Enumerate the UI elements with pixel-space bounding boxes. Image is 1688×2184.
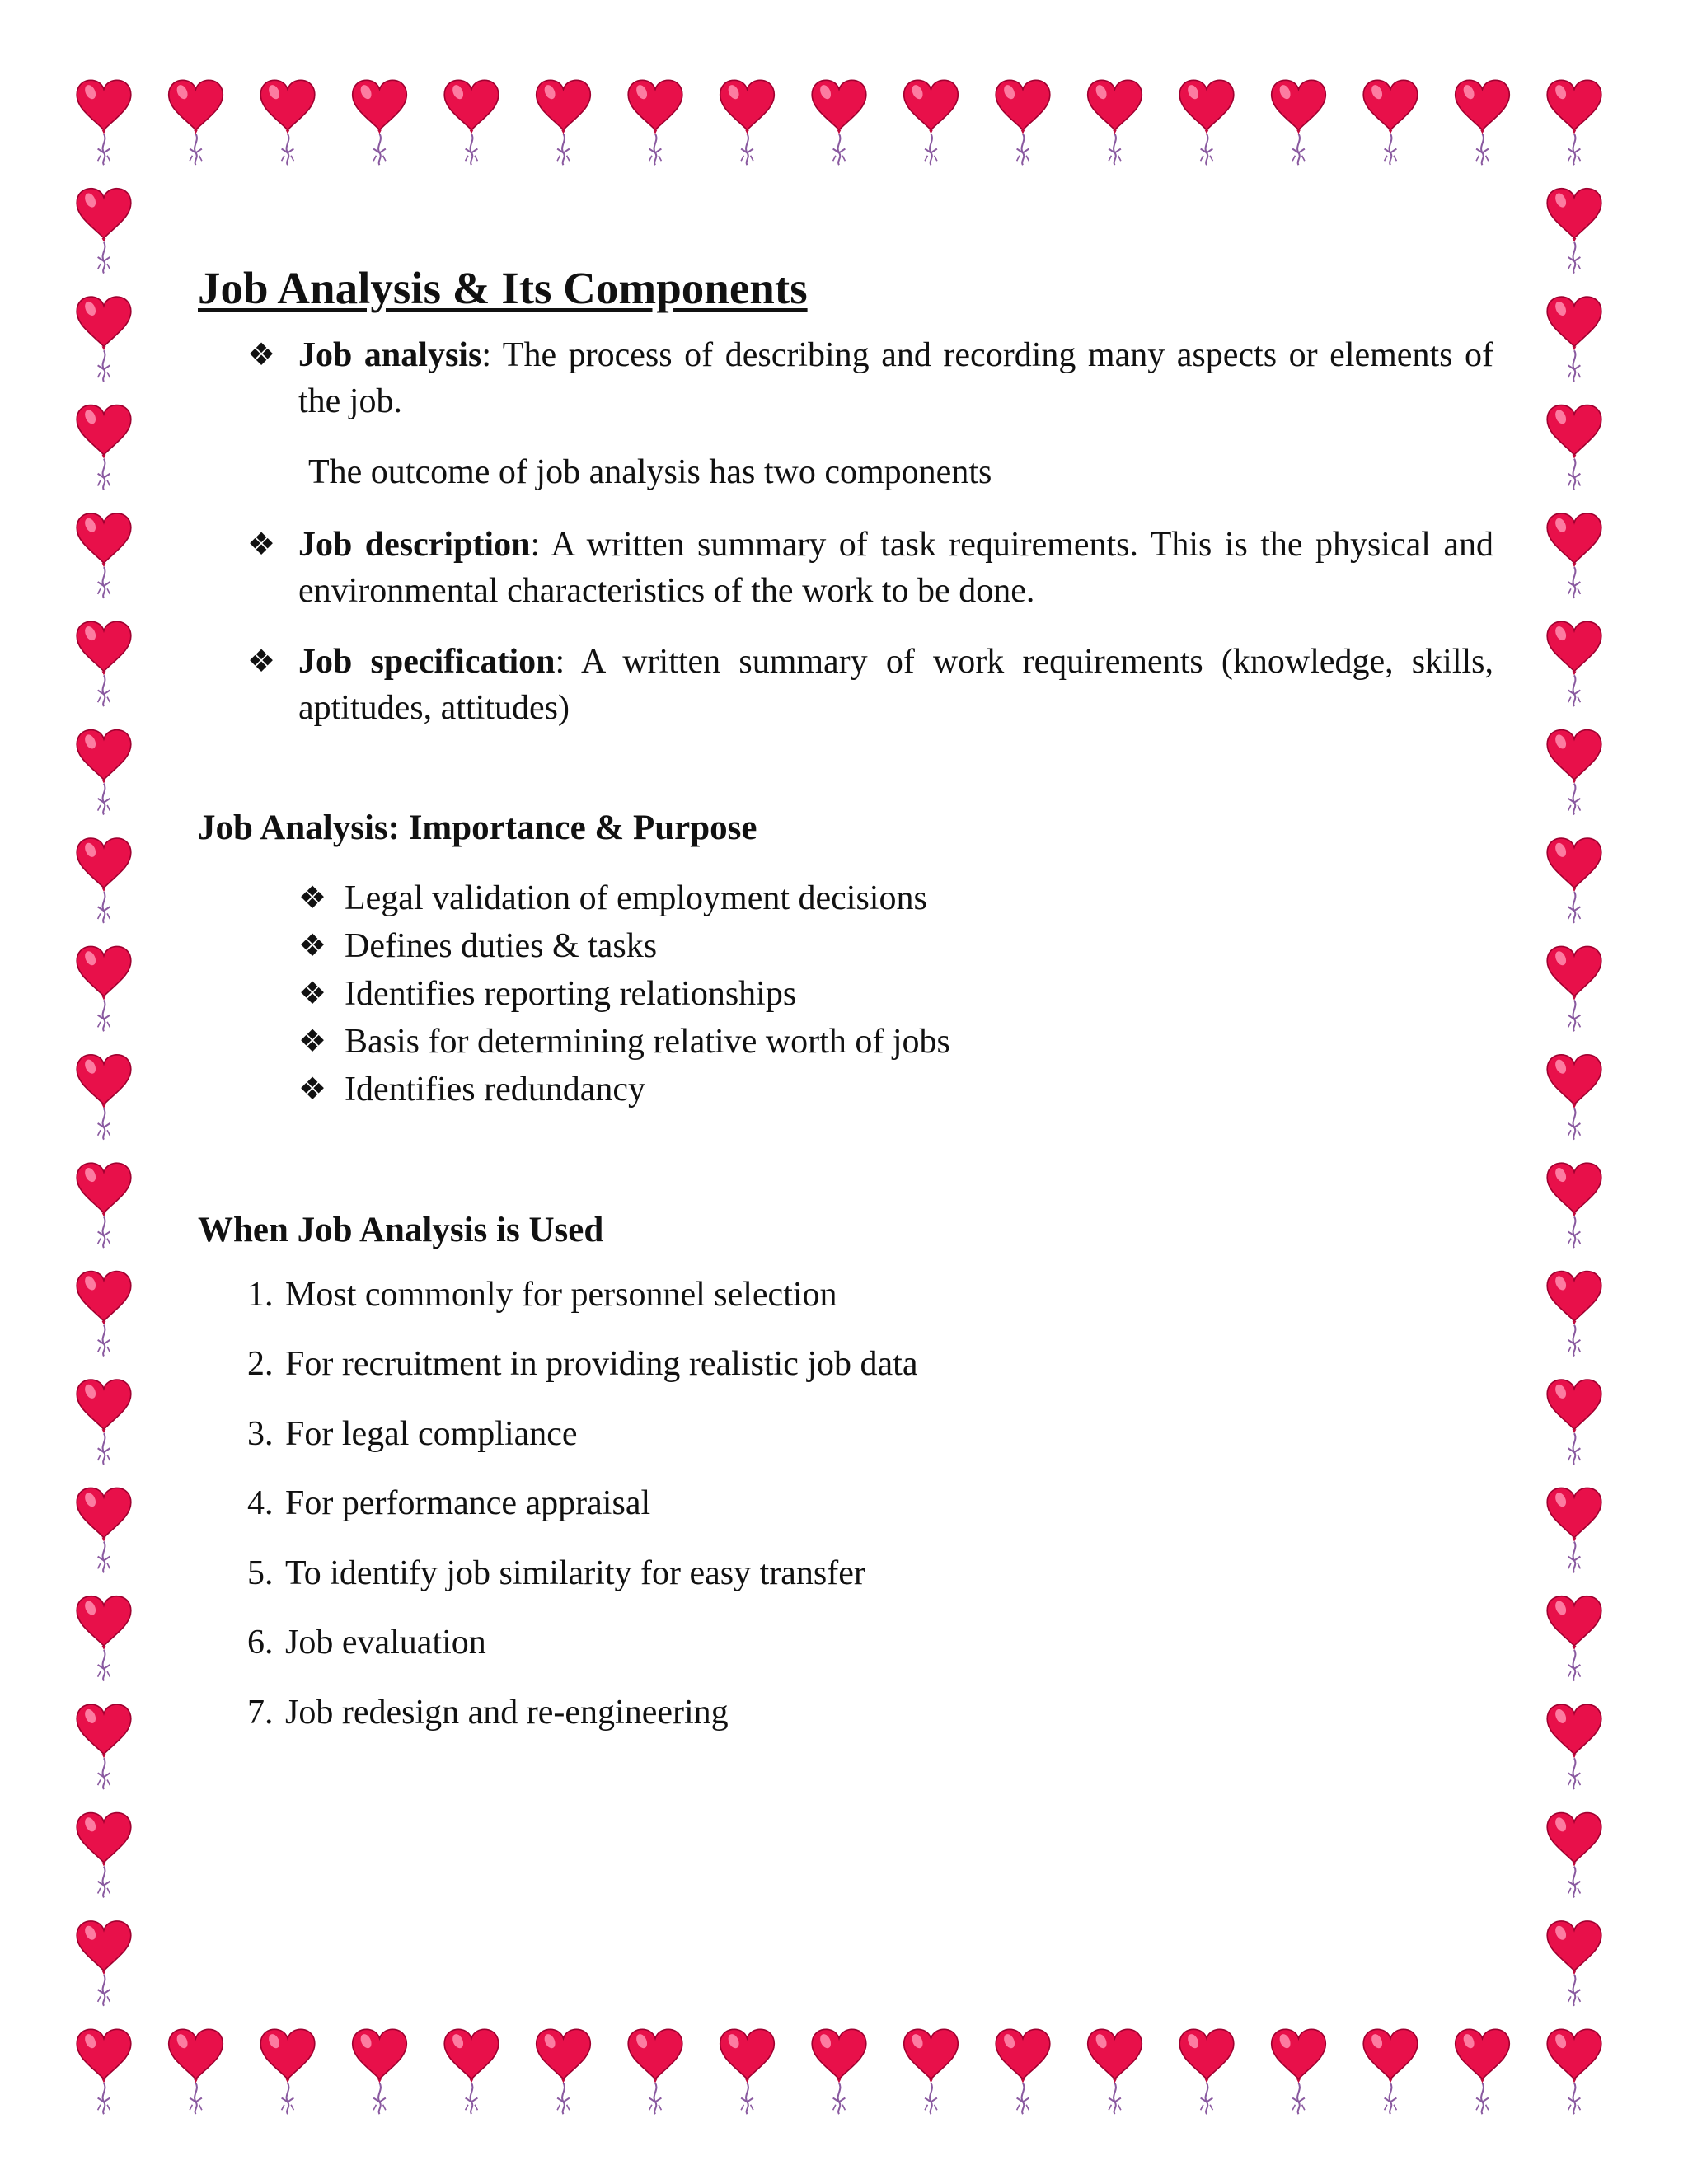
list-item: ❖ Basis for determining relative worth of jobs [298, 1018, 1493, 1066]
page-title: Job Analysis & Its Components [198, 263, 808, 313]
heart-balloon-icon [1547, 513, 1601, 598]
heart-balloon-icon [77, 838, 131, 923]
heart-balloon-icon [996, 2029, 1050, 2114]
heart-balloon-icon [628, 80, 682, 165]
list-item: 3. For legal compliance [247, 1414, 578, 1453]
heart-balloon-icon [77, 1055, 131, 1140]
heart-balloon-icon [720, 2029, 775, 2114]
heart-balloon-icon [537, 2029, 591, 2114]
heart-balloon-icon [77, 946, 131, 1031]
heart-balloon-icon [1363, 2029, 1418, 2114]
heart-balloon-icon [1363, 80, 1418, 165]
heart-balloon-icon [1547, 1921, 1601, 2006]
heart-balloon-icon [77, 1813, 131, 1898]
heart-balloon-icon [1547, 1596, 1601, 1681]
list-item: 7. Job redesign and re-engineering [247, 1693, 729, 1732]
definition-text: A written summary of task requirements. This is the physical and environmental characteristics of the work to be done. [298, 525, 1493, 610]
list-item: ❖ Defines duties & tasks [298, 922, 1493, 970]
definition-text: A written summary of work requirements (knowledge, skills, aptitudes, attitudes) [298, 642, 1494, 727]
heart-balloon-icon [537, 80, 591, 165]
heart-balloon-icon [169, 80, 223, 165]
diamond-bullet-icon: ❖ [298, 976, 327, 1011]
heart-balloon-icon [77, 80, 131, 165]
uses-heading: When Job Analysis is Used [198, 1210, 604, 1249]
heart-balloon-icon [1547, 1272, 1601, 1357]
importance-heading: Job Analysis: Importance & Purpose [198, 808, 757, 847]
heart-balloon-icon [444, 80, 499, 165]
heart-balloon-icon [353, 2029, 407, 2114]
definition-job-analysis: ❖ Job analysis: The process of describing and recording many aspects or elements of the job. [198, 332, 1493, 424]
heart-balloon-icon [260, 2029, 315, 2114]
heart-balloon-icon [77, 1704, 131, 1789]
heart-balloon-icon [1272, 80, 1326, 165]
heart-balloon-icon [1547, 1380, 1601, 1465]
definition-job-specification: ❖ Job specification: A written summary of work requirements (knowledge, skills, aptitudes, attitudes) [198, 639, 1493, 731]
heart-balloon-icon [1547, 730, 1601, 815]
heart-balloon-icon [260, 80, 315, 165]
uses-list [198, 1272, 1493, 1736]
diamond-bullet-icon: ❖ [298, 1024, 327, 1059]
heart-balloon-icon [1547, 1163, 1601, 1248]
heart-balloon-icon [77, 513, 131, 598]
heart-balloon-icon [77, 297, 131, 382]
document-content [198, 264, 1493, 1759]
heart-balloon-icon [77, 1380, 131, 1465]
definition-term: Job analysis [298, 335, 482, 374]
list-item: 4. For performance appraisal [247, 1484, 651, 1522]
heart-balloon-icon [1547, 621, 1601, 706]
heart-balloon-icon [444, 2029, 499, 2114]
heart-balloon-icon [77, 189, 131, 274]
heart-balloon-icon [996, 80, 1050, 165]
heart-balloon-icon [77, 405, 131, 490]
definition-text: The process of describing and recording many aspects or elements of the job. [298, 335, 1493, 420]
heart-balloon-icon [1547, 1813, 1601, 1898]
heart-balloon-icon [904, 2029, 959, 2114]
diamond-bullet-icon: ❖ [247, 527, 276, 562]
heart-balloon-icon [77, 1163, 131, 1248]
heart-balloon-icon [77, 1596, 131, 1681]
heart-balloon-icon [812, 2029, 866, 2114]
diamond-bullet-icon: ❖ [298, 928, 327, 963]
heart-balloon-icon [77, 1488, 131, 1572]
heart-balloon-icon [1547, 2029, 1601, 2114]
definition-job-description: ❖ Job description: A written summary of task requirements. This is the physical and environmental characteristics of the work to be done. [198, 522, 1493, 614]
heart-balloon-icon [720, 80, 775, 165]
heart-balloon-icon [77, 1921, 131, 2006]
heart-balloon-icon [1547, 80, 1601, 165]
outcome-note: The outcome of job analysis has two components [308, 452, 992, 491]
heart-balloon-icon [1456, 2029, 1510, 2114]
heart-balloon-icon [1547, 946, 1601, 1031]
importance-list [198, 874, 1493, 1113]
list-item: 6. Job evaluation [247, 1624, 486, 1661]
heart-balloon-icon [77, 2029, 131, 2114]
heart-balloon-icon [904, 80, 959, 165]
heart-balloon-icon [1547, 405, 1601, 490]
list-item: 2. For recruitment in providing realistic job data [247, 1345, 918, 1383]
list-item: ❖ Identifies redundancy [298, 1066, 1493, 1113]
heart-balloon-icon [1088, 80, 1142, 165]
heart-balloon-icon [1547, 1704, 1601, 1789]
heart-balloon-icon [77, 730, 131, 815]
heart-balloon-icon [1547, 1055, 1601, 1140]
heart-balloon-icon [1272, 2029, 1326, 2114]
heart-balloon-icon [77, 621, 131, 706]
heart-balloon-icon [1179, 80, 1234, 165]
list-item: ❖ Legal validation of employment decisions [298, 874, 1493, 922]
heart-balloon-icon [169, 2029, 223, 2114]
heart-balloon-icon [1179, 2029, 1234, 2114]
heart-balloon-icon [1088, 2029, 1142, 2114]
diamond-bullet-icon: ❖ [247, 644, 276, 679]
heart-balloon-icon [1547, 1488, 1601, 1572]
heart-balloon-icon [1547, 838, 1601, 923]
heart-balloon-icon [812, 80, 866, 165]
list-item: ❖ Identifies reporting relationships [298, 970, 1493, 1018]
list-item: 1. Most commonly for personnel selection [247, 1275, 837, 1314]
definition-term: Job specification [298, 642, 556, 681]
heart-balloon-icon [77, 1272, 131, 1357]
heart-balloon-icon [1456, 80, 1510, 165]
diamond-bullet-icon: ❖ [247, 337, 276, 373]
heart-balloon-icon [1547, 189, 1601, 274]
diamond-bullet-icon: ❖ [298, 880, 327, 916]
list-item: 5. To identify job similarity for easy transfer [247, 1554, 865, 1592]
definition-term: Job description [298, 525, 531, 564]
diamond-bullet-icon: ❖ [298, 1071, 327, 1107]
heart-balloon-icon [353, 80, 407, 165]
heart-balloon-icon [628, 2029, 682, 2114]
heart-balloon-icon [1547, 297, 1601, 382]
